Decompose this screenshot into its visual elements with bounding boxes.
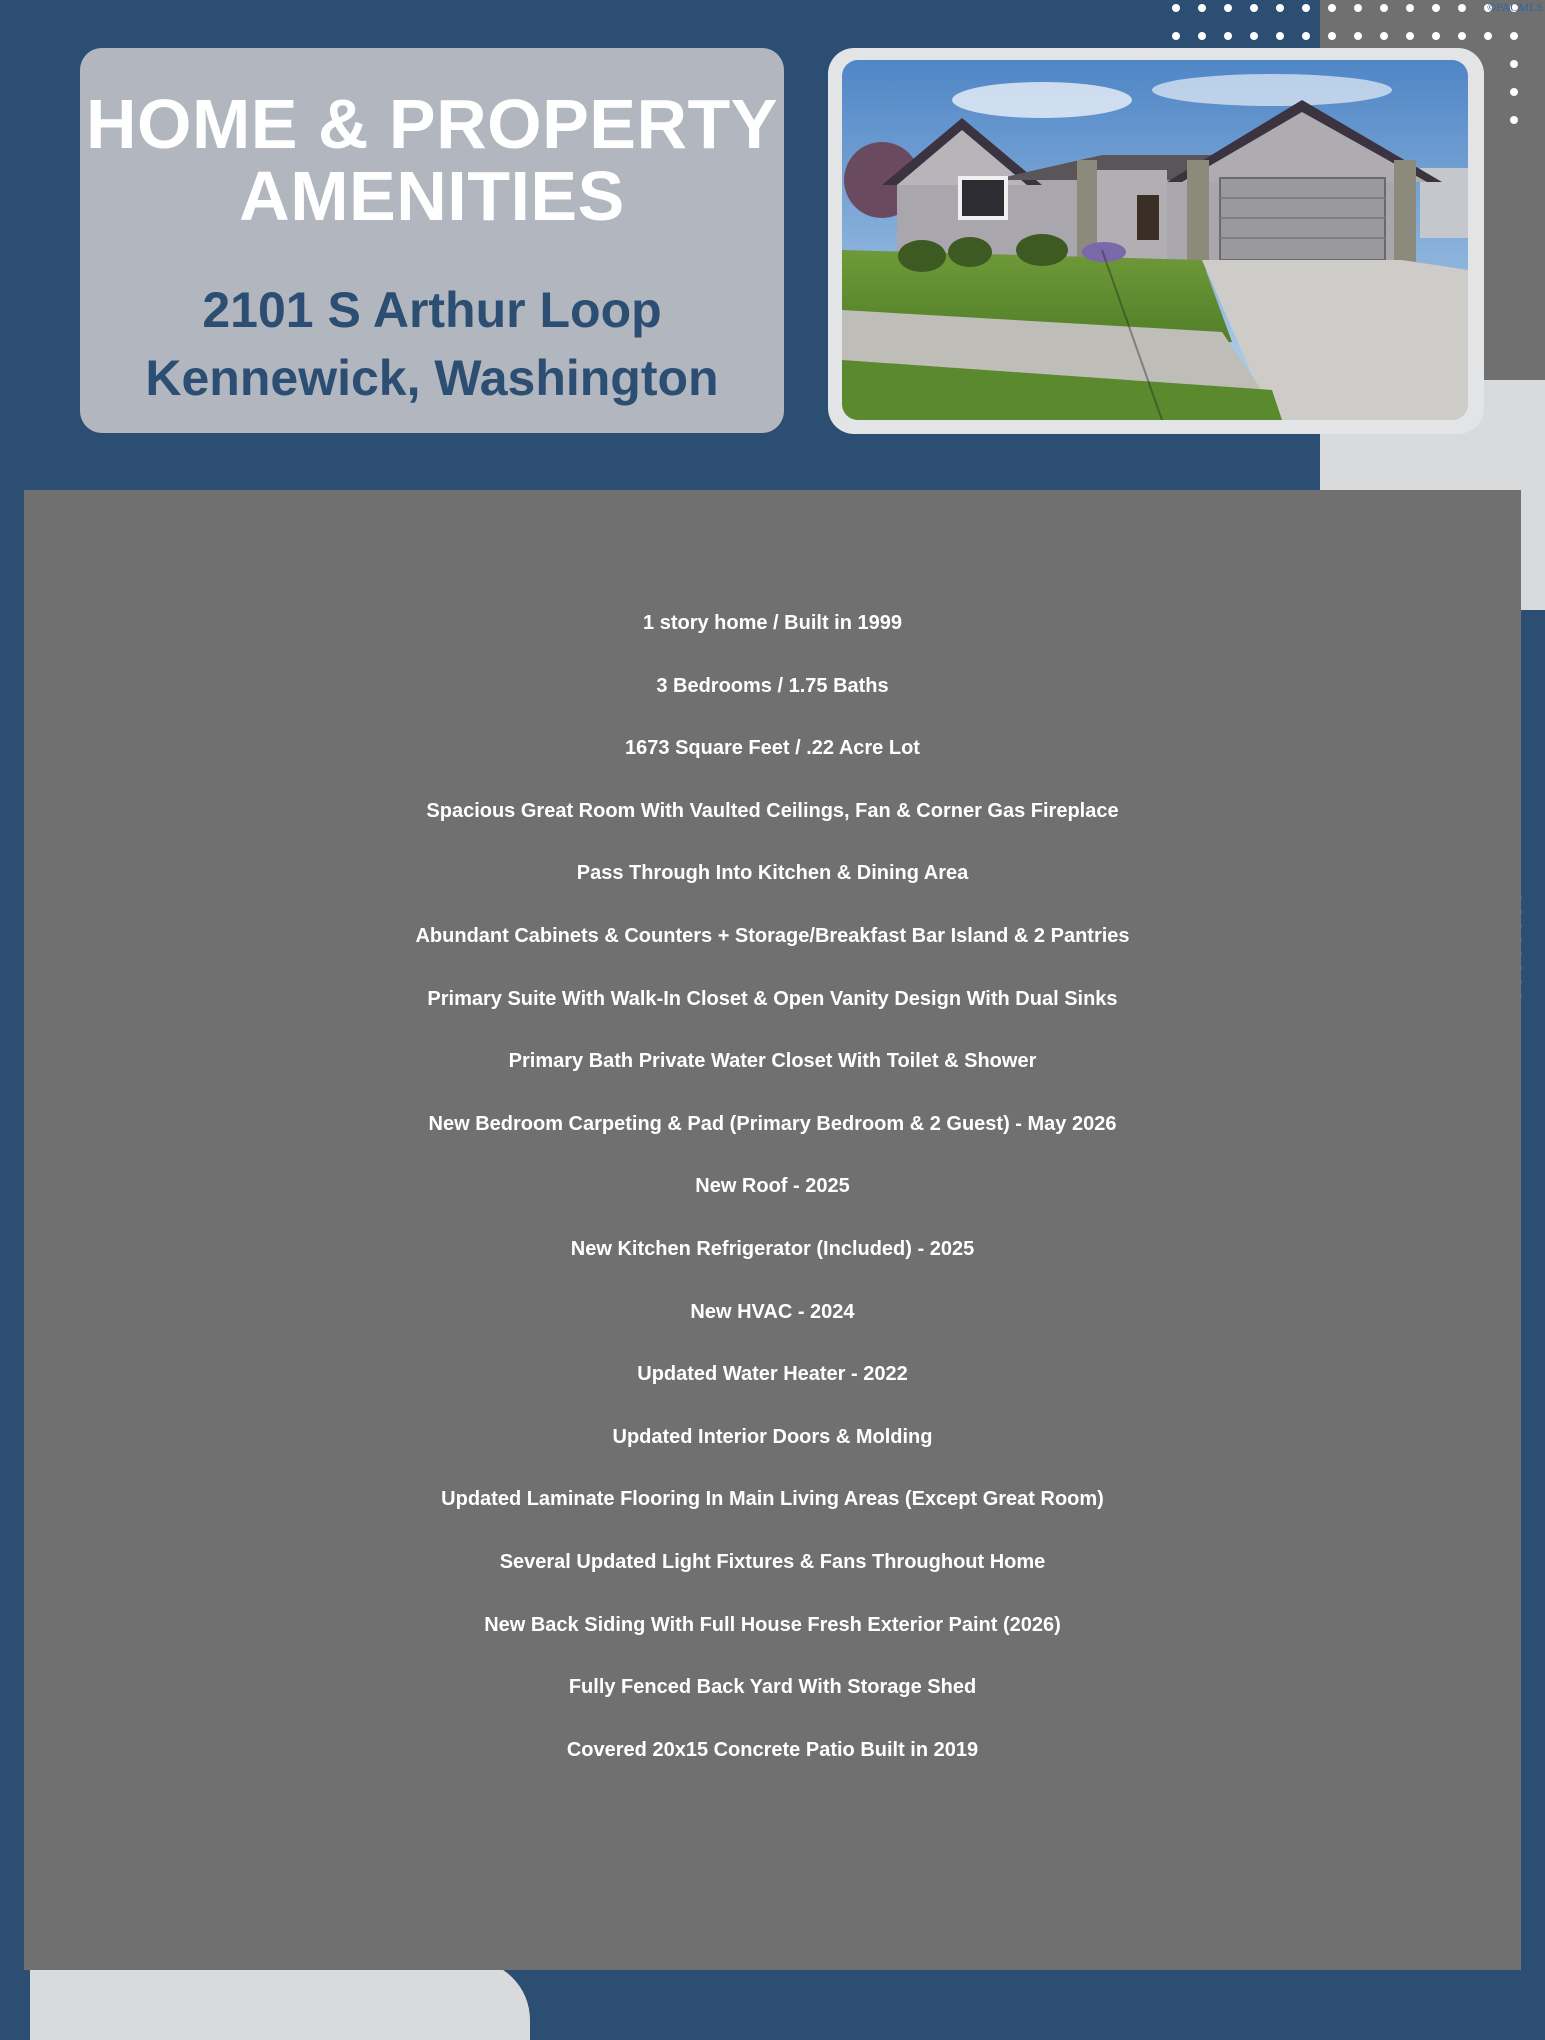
amenity-item: Pass Through Into Kitchen & Dining Area <box>576 862 969 885</box>
photo-frame <box>828 48 1484 434</box>
amenity-item: Fully Fenced Back Yard With Storage Shed <box>568 1676 977 1699</box>
amenity-item: New Back Siding With Full House Fresh Exterior Paint (2026) <box>484 1613 1061 1636</box>
amenity-item: Spacious Great Room With Vaulted Ceilings, Fan & Corner Gas Fireplace <box>426 799 1119 822</box>
amenity-item: New Kitchen Refrigerator (Included) - 2025 <box>570 1237 975 1260</box>
amenity-item: New HVAC - 2024 <box>690 1300 855 1323</box>
amenity-item: Abundant Cabinets & Counters + Storage/Breakfast Bar Island & 2 Pantries <box>415 924 1130 947</box>
amenity-item: Primary Bath Private Water Closet With Toilet & Shower <box>508 1050 1037 1073</box>
amenity-item: 1 story home / Built in 1999 <box>643 612 902 634</box>
amenity-item: Updated Laminate Flooring In Main Living Areas (Except Great Room) <box>441 1488 1104 1511</box>
title-card <box>80 48 784 433</box>
amenity-item: Updated Interior Doors & Molding <box>612 1425 933 1448</box>
mls-watermark: ©PACMLS <box>1486 0 1543 14</box>
amenities-panel <box>24 490 1521 1970</box>
amenity-item: Several Updated Light Fixtures & Fans Throughout Home <box>499 1550 1046 1573</box>
address-line-1: 2101 S Arthur Loop <box>202 282 662 338</box>
address-line-2: Kennewick, Washington <box>145 350 719 406</box>
amenity-item: New Bedroom Carpeting & Pad (Primary Bedroom & 2 Guest) - May 2026 <box>428 1112 1117 1135</box>
house-exterior-photo <box>842 60 1468 420</box>
amenity-item: Updated Water Heater - 2022 <box>637 1363 908 1386</box>
amenities-list <box>24 592 1521 1781</box>
amenity-item: 3 Bedrooms / 1.75 Baths <box>656 674 889 697</box>
amenity-item: Primary Suite With Walk-In Closet & Open Vanity Design With Dual Sinks <box>427 987 1118 1010</box>
amenity-item: 1673 Square Feet / .22 Acre Lot <box>625 737 920 760</box>
decorative-bottom-shape <box>30 1960 530 2040</box>
amenity-item: New Roof - 2025 <box>695 1175 850 1198</box>
amenity-item: Covered 20x15 Concrete Patio Built in 2019 <box>566 1738 979 1761</box>
page-title: HOME & PROPERTY AMENITIES <box>85 85 779 235</box>
